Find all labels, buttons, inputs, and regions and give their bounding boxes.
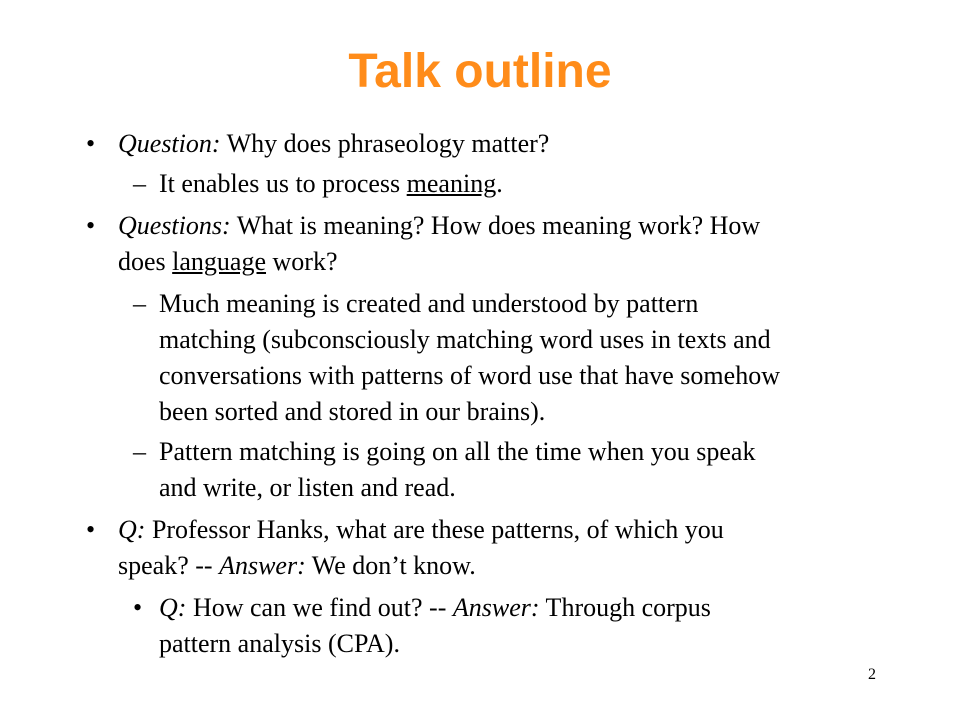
bullet-text-line: Professor Hanks, what are these patterns, of which you xyxy=(145,515,724,544)
sub-bullet-marker: – xyxy=(133,437,146,466)
underlined-word-meaning: meaning xyxy=(406,169,497,198)
label-q: Q: xyxy=(159,593,187,622)
bullet-marker: • xyxy=(86,129,96,158)
sub-bullet-text: It enables us to process xyxy=(159,169,407,198)
sub-bullet-text-end: Through corpus xyxy=(539,593,711,622)
bullet-text-line-end: work? xyxy=(266,247,338,276)
sub-bullet-answer-1 xyxy=(159,166,503,202)
label-answer: Answer: xyxy=(452,593,540,622)
label-answer: Answer: xyxy=(219,551,306,580)
sub-bullet-marker: • xyxy=(133,593,143,622)
sub-bullet-marker: – xyxy=(133,289,146,318)
sub-bullet-line: Much meaning is created and understood by pattern xyxy=(159,289,699,318)
label-q: Q: xyxy=(118,515,146,544)
sub-bullet-marker: – xyxy=(133,169,146,198)
bullet-text: Why does phraseology matter? xyxy=(220,129,550,158)
slide-number: 2 xyxy=(868,666,876,683)
sub-bullet-line: conversations with patterns of word use that have somehow xyxy=(159,361,780,390)
bullet-text-line: does xyxy=(118,247,173,276)
label-questions: Questions: xyxy=(118,211,231,240)
bullet-marker: • xyxy=(86,211,96,240)
bullet-question-1 xyxy=(118,126,549,162)
sub-bullet-line: and write, or listen and read. xyxy=(159,473,456,502)
underlined-word-language: language xyxy=(172,247,267,276)
sub-bullet-text: How can we find out? -- xyxy=(186,593,453,622)
bullet-text-line: What is meaning? How does meaning work? How xyxy=(230,211,761,240)
label-question: Question: xyxy=(118,129,221,158)
bullet-questions-2 xyxy=(118,208,760,280)
sub-bullet-line: matching (subconsciously matching word uses in texts and xyxy=(159,325,771,354)
sub-bullet-line: pattern analysis (CPA). xyxy=(159,629,400,658)
sub-bullet-pattern-matching-2 xyxy=(159,434,755,506)
bullet-marker: • xyxy=(86,515,96,544)
bullet-q-professor-hanks xyxy=(118,512,724,584)
sub-bullet-text-end: . xyxy=(496,169,503,198)
bullet-text-line-end: We don’t know. xyxy=(305,551,476,580)
sub-bullet-pattern-matching-1 xyxy=(159,286,780,430)
sub-bullet-q-find-out xyxy=(159,590,711,662)
bullet-text-line: speak? -- xyxy=(118,551,220,580)
slide-title: Talk outline xyxy=(348,45,612,98)
sub-bullet-line: been sorted and stored in our brains). xyxy=(159,397,546,426)
sub-bullet-line: Pattern matching is going on all the time when you speak xyxy=(159,437,756,466)
